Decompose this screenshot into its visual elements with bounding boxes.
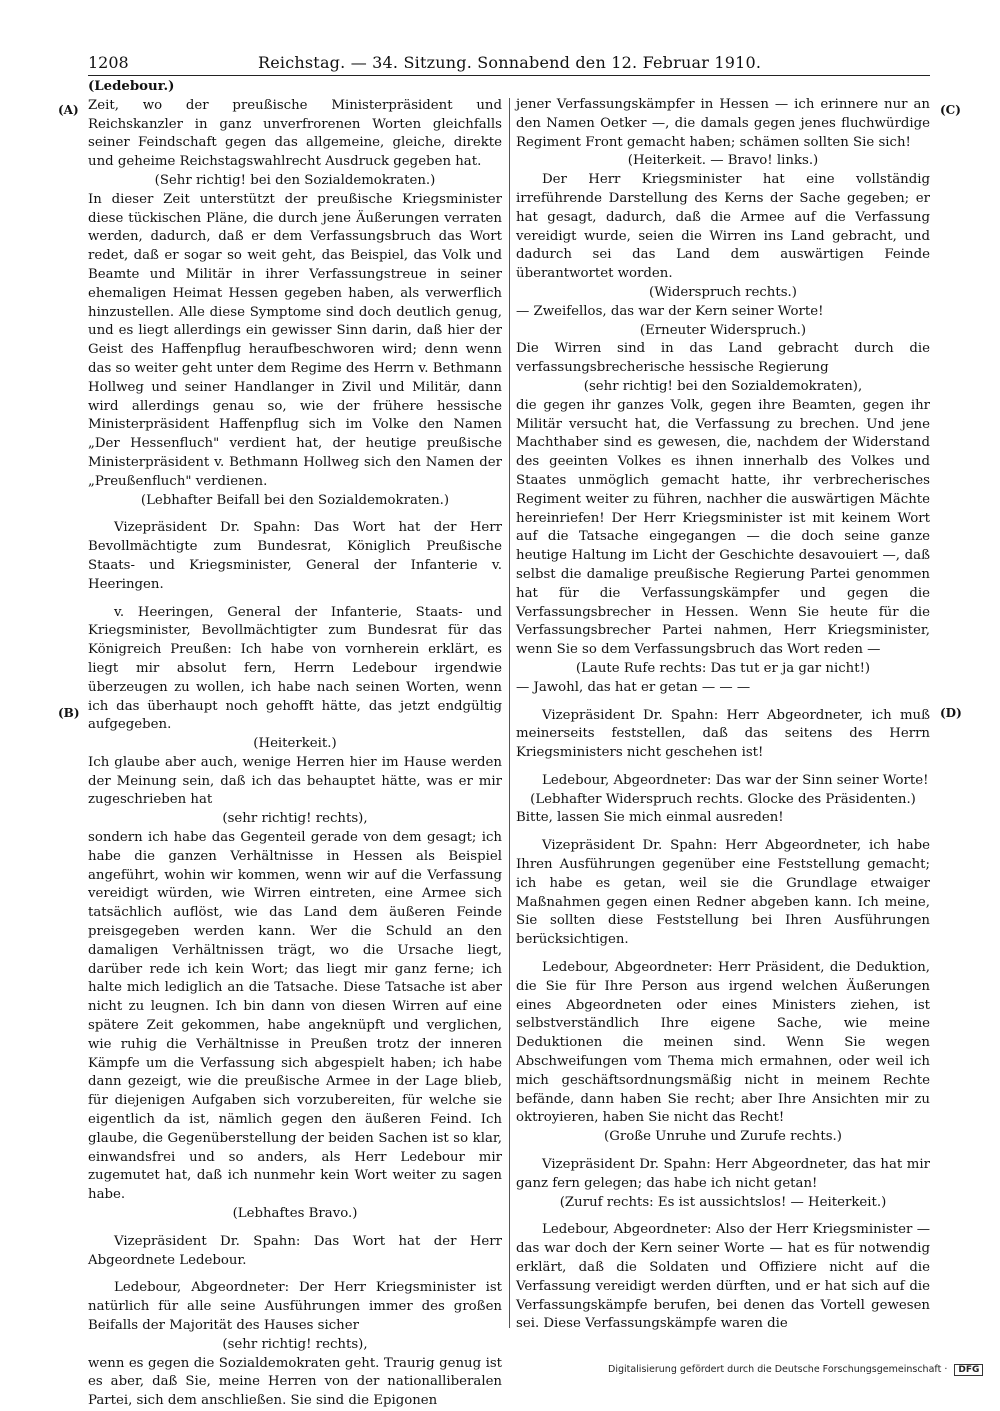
margin-mark-a: (A) bbox=[58, 103, 79, 117]
paragraph: Vizepräsident Dr. Spahn: Herr Abgeordneter, ich muß meinerseits feststellen, daß das seitens des Herrn Kriegsministers nicht geschehen ist! bbox=[516, 707, 930, 761]
paragraph: Vizepräsident Dr. Spahn: Herr Abgeordneter, das hat mir ganz fern gelegen; das habe ich nicht getan! bbox=[516, 1157, 930, 1191]
reaction: (Lebhaftes Bravo.) bbox=[232, 1206, 358, 1222]
reaction: (Große Unruhe und Zurufe rechts.) bbox=[604, 1129, 842, 1145]
margin-mark-c: (C) bbox=[940, 103, 961, 117]
page-title: Reichstag. — 34. Sitzung. Sonnabend den 12. Februar 1910. bbox=[258, 53, 762, 72]
paragraph: Ich glaube aber auch, wenige Herren hier im Hause werden der Meinung sein, daß ich das behauptet hätte, was er mir zugeschrieben hat bbox=[88, 754, 502, 808]
digitization-credit bbox=[608, 1364, 998, 1378]
reaction: (Heiterkeit. — Bravo! links.) bbox=[627, 153, 819, 169]
paragraph: Ledebour, Abgeordneter: Also der Herr Kriegsminister — das war doch der Kern seiner Worte — hat es für notwendig erklärt, daß die Soldaten und Offiziere nicht auf die Verfassung vereidigt werden dürften, und er hat sich auf die Verfassungskämpfe berufen, bei denen das Vortell gewesen sei. Diese Verfassungskämpfe waren die bbox=[516, 1222, 930, 1332]
paragraph: — Zweifellos, das war der Kern seiner Worte! bbox=[516, 303, 824, 319]
paragraph: Vizepräsident Dr. Spahn: Das Wort hat der Herr Abgeordnete Ledebour. bbox=[88, 1233, 502, 1268]
page-number: 1208 bbox=[88, 53, 129, 72]
paragraph: Der Herr Kriegsminister hat eine vollständig irreführende Darstellung des Kerns der Sache gegeben; er hat gesagt, dadurch, daß die Armee auf die Verfassung vereidigt wurde, seien die Wirren ins Land gebracht, und dadurch sei das Land dem auswärtigen Feinde überantwortet worden. bbox=[516, 172, 930, 282]
paragraph: wenn es gegen die Sozialdemokraten geht. Traurig genug ist es aber, daß Sie, meine Herren von der nationalliberalen Partei, sich dem anschließen. Sie sind die Epigonen bbox=[88, 1355, 502, 1409]
reaction: (Heiterkeit.) bbox=[253, 736, 337, 752]
reaction: (sehr richtig! rechts), bbox=[222, 811, 368, 827]
reaction: (sehr richtig! bei den Sozialdemokraten), bbox=[583, 378, 863, 394]
left-column bbox=[88, 78, 502, 1411]
paragraph: Vizepräsident Dr. Spahn: Herr Abgeordneter, ich habe Ihren Ausführungen gegenüber eine Feststellung gemacht; ich habe es getan, weil sie die Grundlage etwaiger Maßnahmen gegen einen Redner abgeben kann. Ich meine, Sie sollten diese Feststellung bei Ihren Ausführungen berücksichtigen. bbox=[516, 838, 930, 948]
paragraph: sondern ich habe das Gegenteil gerade von dem gesagt; ich habe die ganzen Verhältnisse in Hessen als Beispiel angeführt, wohin wir kommen, wenn wir auf die Verfassung vereidigt würden, wie Wirren eintreten, eine Armee sich tatsächlich auflöst, wie das Land dem äußeren Feinde preisgegeben werden kann. Wer die Schuld an den damaligen Verhältnissen trägt, wo die Ursache liegt, darüber rede ich kein Wort; das liegt mir ganz ferne; ich halte mich lediglich an die Tatsache. Diese Tatsache ist aber nicht zu leugnen. Ich bin dann von diesen Wirren auf eine spätere Zeit gekommen, habe angeknüpft und verglichen, wie ruhig die Verhältnisse in Preußen trotz der inneren Kämpfe um die Verfassung sich abgespielt haben; ich habe dann gezeigt, wie die preußische Armee in der Lage blieb, für diejenigen Aufgaben sich vorzubereiten, für welche sie eigentlich da ist, nämlich gegen den äußeren Feind. Ich glaube, die Gegenüberstellung der beiden Sachen ist so klar, einwandsfrei und so anders, als Herr Ledebour mir zugemutet hat, daß ich nunmehr kein Wort weiter zu sagen habe. bbox=[88, 830, 502, 1203]
reaction: (Widerspruch rechts.) bbox=[649, 284, 797, 300]
paragraph: Zeit, wo der preußische Ministerpräsident und Reichskanzler in ganz unverfrorenen Worten gleichfalls seiner Feindschaft gegen das allgemeine, gleiche, direkte und geheime Reichstagswahlrecht Ausdruck gegeben hat. bbox=[88, 97, 502, 170]
reaction: (sehr richtig! rechts), bbox=[222, 1336, 368, 1352]
page-header bbox=[88, 52, 930, 76]
paragraph: die gegen ihr ganzes Volk, gegen ihre Beamten, gegen ihr Militär versucht hat, die Verfassung zu brechen. Und jene Machthaber sind es gewesen, die, nachdem der Widerstand des geeinten Volkes es ihnen innerhalb des Volkes und Staates unmöglich gemacht hatte, ihr verbrecherisches Regiment weiter zu führen, nachher die auswärtigen Mächte hereinriefen! Der Herr Kriegsminister ist mit keinem Wort auf die Tatsache eingegangen — die doch seine ganze heutige Haltung im Licht der Geschichte desavouiert —, daß selbst die damalige preußische Regierung Partei genommen hat für die Verfassungskämpfer und gegen die Verfassungsbrecher in Hessen. Wenn Sie heute für die Verfassungsbrecher Partei nahmen, Herr Kriegsminister, wenn Sie so dem Verfassungsbruch das Wort reden — bbox=[516, 397, 930, 658]
margin-mark-d: (D) bbox=[940, 706, 962, 720]
header-rule bbox=[88, 75, 930, 76]
dfg-logo: DFG bbox=[954, 1364, 983, 1376]
reaction: (Sehr richtig! bei den Sozialdemokraten.) bbox=[154, 172, 436, 188]
reaction: (Erneuter Widerspruch.) bbox=[639, 322, 807, 338]
paragraph: Ledebour, Abgeordneter: Der Herr Kriegsminister ist natürlich für alle seine Ausführungen immer des großen Beifalls der Majorität des Hauses sicher bbox=[88, 1280, 502, 1333]
margin-mark-b: (B) bbox=[58, 706, 80, 720]
reaction: (Laute Rufe rechts: Das tut er ja gar nicht!) bbox=[575, 660, 871, 676]
paragraph: Ledebour, Abgeordneter: Herr Präsident, die Deduktion, die Sie für Ihre Person aus irgend welchen Äußerungen eines Abgeordneten oder eines Ministers ziehen, ist selbstverständlich Ihre eigene Sache, wie meine Deduktionen die meinen sind. Wenn Sie wegen Abschweifungen vom Thema mich ermahnen, oder weil ich mich geschäftsordnungsmäßig nicht in meinem Rechte befände, dann haben Sie recht; aber Ihre Ansichten mir zu oktroyieren, haben Sie nicht das Recht! bbox=[516, 960, 930, 1126]
reaction: (Lebhafter Widerspruch rechts. Glocke des Präsidenten.) bbox=[530, 791, 916, 807]
credit-text: Digitalisierung gefördert durch die Deutsche Forschungsgemeinschaft · bbox=[608, 1364, 948, 1375]
paragraph: In dieser Zeit unterstützt der preußische Kriegsminister diese tückischen Pläne, die durch jene Äußerungen verraten werden, dadurch, daß er dem Verfassungsbruch das Wort redet, daß er sogar so weit geht, das Beispiel, das Volk und Beamte und Militär in ihrer Verfassungstreue in seiner ehemaligen Heimat Hessen gegeben haben, als verwerflich hinzustellen. Alle diese Symptome sind doch deutlich genug, und es liegt allerdings ein gewisser Sinn darin, daß hier der Geist des Haffenpflug heraufbeschworen wird; denn wenn das so weiter geht unter dem Regime des Herrn v. Bethmann Hollweg und seiner Handlanger in Zivil und Militär, dann wird allerdings genau so, wie der frühere hessische Ministerpräsident Haffenpflug sich im Volke den Namen „Der Hessenfluch" verdient hat, der heutige preußische Ministerpräsident v. Bethmann Hollweg sich den Namen der „Preußenfluch" verdienen. bbox=[88, 191, 502, 489]
paragraph: Ledebour, Abgeordneter: Das war der Sinn seiner Worte! bbox=[542, 772, 929, 788]
column-divider bbox=[509, 98, 510, 1328]
paragraph: — Jawohl, das hat er getan — — — bbox=[516, 679, 751, 695]
right-column bbox=[516, 96, 930, 1334]
reaction: (Lebhafter Beifall bei den Sozialdemokraten.) bbox=[140, 492, 450, 508]
paragraph: Die Wirren sind in das Land gebracht durch die verfassungsbrecherische hessische Regierung bbox=[516, 341, 930, 376]
paragraph: Bitte, lassen Sie mich einmal ausreden! bbox=[516, 810, 784, 826]
paragraph: v. Heeringen, General der Infanterie, Staats- und Kriegsminister, Bevollmächtigter zum Bundesrat für das Königreich Preußen: Ich habe von vornherein erklärt, es liegt mir absolut fern, Herrn Ledebour irgendwie überzeugen zu wollen, ich habe nach seinen Worten, wenn ich das überhaupt noch gehofft hätte, das jetzt endgültig aufgegeben. bbox=[88, 604, 502, 733]
paragraph: Vizepräsident Dr. Spahn: Das Wort hat der Herr Bevollmächtigte zum Bundesrat, Königlich Preußische Staats- und Kriegsminister, General der Infanterie v. Heeringen. bbox=[88, 520, 502, 592]
speaker-tag: (Ledebour.) bbox=[88, 79, 175, 94]
reaction: (Zuruf rechts: Es ist aussichtslos! — Heiterkeit.) bbox=[559, 1194, 887, 1210]
paragraph: jener Verfassungskämpfer in Hessen — ich erinnere nur an den Namen Oetker —, die damals gegen jenes fluchwürdige Regiment Front gemacht haben; schämen sollten Sie sich! bbox=[516, 97, 930, 150]
